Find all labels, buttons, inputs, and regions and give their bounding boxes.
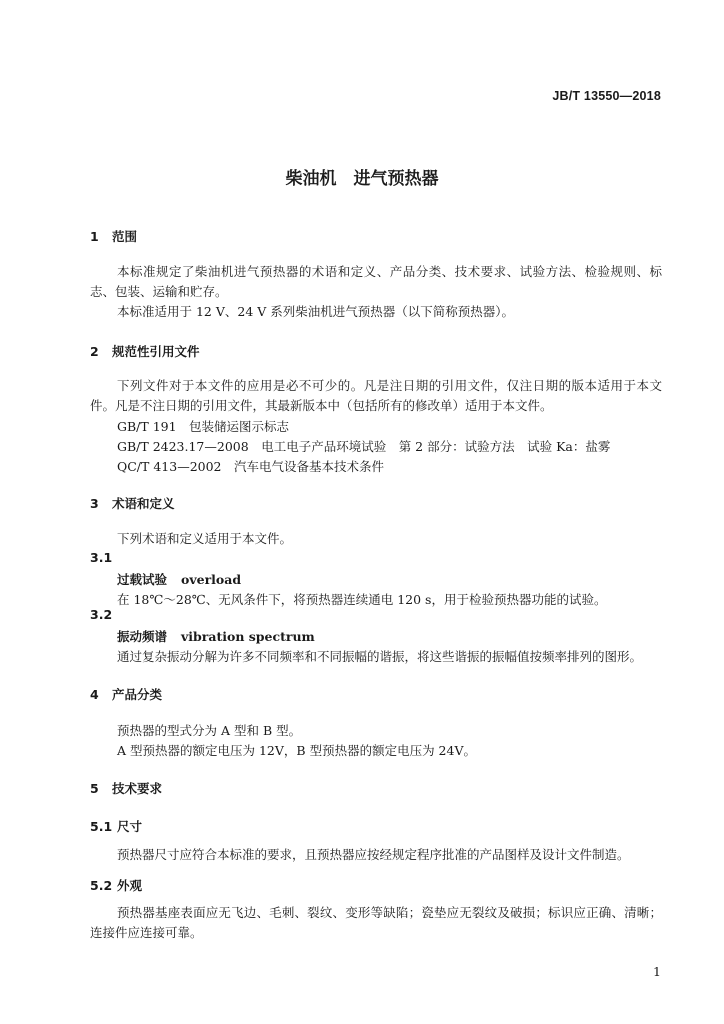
- section-number: 2: [90, 344, 99, 359]
- scope-paragraph-1: 本标准规定了柴油机进气预热器的术语和定义、产品分类、技术要求、试验方法、检验规则、标志、包装、运输和贮存。: [90, 264, 662, 299]
- term-heading-overload: [117, 570, 241, 588]
- section-number: 1: [90, 229, 99, 244]
- term-english: vibration spectrum: [181, 629, 315, 644]
- term-definition: 在 18℃～28℃、无风条件下，将预热器连续通电 120 s，用于检验预热器功能的试验。: [117, 592, 607, 607]
- reference-item: QC/T 413—2002 汽车电气设备基本技术条件: [117, 459, 385, 474]
- section-number: 4: [90, 687, 99, 702]
- section-heading-technical-requirements: [90, 779, 162, 797]
- section-number: 3: [90, 496, 99, 511]
- term-number: 3.1: [90, 550, 113, 565]
- dimensions-text: 预热器尺寸应符合本标准的要求，且预热器应按经规定程序批准的产品图样及设计文件制造。: [117, 847, 630, 862]
- term-english: overload: [181, 572, 242, 587]
- subsection-title: 外观: [117, 878, 143, 893]
- section-title: 规范性引用文件: [112, 344, 200, 359]
- subsection-title: 尺寸: [117, 819, 143, 834]
- section-heading-normative-references: [90, 342, 200, 360]
- term-chinese: 过载试验: [117, 572, 168, 587]
- reference-item: GB/T 2423.17—2008 电工电子产品环境试验 第 2 部分：试验方法 试验 Ka：盐雾: [117, 439, 611, 454]
- subsection-number: 5.1: [90, 819, 113, 834]
- subsection-heading-appearance: [90, 876, 142, 894]
- term-heading-vibration-spectrum: [117, 627, 315, 645]
- section-number: 5: [90, 781, 99, 796]
- term-chinese: 振动频谱: [117, 629, 168, 644]
- terms-intro: 下列术语和定义适用于本文件。: [117, 531, 293, 546]
- scope-paragraph-2: 本标准适用于 12 V、24 V 系列柴油机进气预热器（以下简称预热器）。: [117, 304, 515, 319]
- subsection-heading-dimensions: [90, 817, 142, 835]
- subsection-number: 5.2: [90, 878, 113, 893]
- appearance-text: 预热器基座表面应无飞边、毛刺、裂纹、变形等缺陷；瓷垫应无裂纹及破损；标识应正确、清晰；连接件应连接可靠。: [90, 905, 662, 940]
- section-title: 产品分类: [112, 687, 163, 702]
- section-heading-classification: [90, 685, 162, 703]
- section-heading-scope: [90, 227, 137, 245]
- classification-line: A 型预热器的额定电压为 12V，B 型预热器的额定电压为 24V。: [117, 743, 476, 758]
- section-heading-terms: [90, 494, 175, 512]
- document-title: 柴油机 进气预热器: [285, 169, 439, 189]
- references-paragraph: 下列文件对于本文件的应用是必不可少的。凡是注日期的引用文件，仅注日期的版本适用于本文件。凡是不注日期的引用文件，其最新版本中（包括所有的修改单）适用于本文件。: [90, 378, 662, 413]
- standard-code: JB/T 13550—2018: [552, 89, 661, 103]
- page-number: 1: [653, 964, 661, 979]
- section-title: 范围: [112, 229, 138, 244]
- classification-line: 预热器的型式分为 A 型和 B 型。: [117, 723, 302, 738]
- section-title: 术语和定义: [112, 496, 175, 511]
- term-definition: 通过复杂振动分解为许多不同频率和不同振幅的谐振，将这些谐振的振幅值按频率排列的图形。: [117, 649, 643, 664]
- section-title: 技术要求: [112, 781, 163, 796]
- term-number: 3.2: [90, 607, 113, 622]
- reference-item: GB/T 191 包装储运图示标志: [117, 419, 290, 434]
